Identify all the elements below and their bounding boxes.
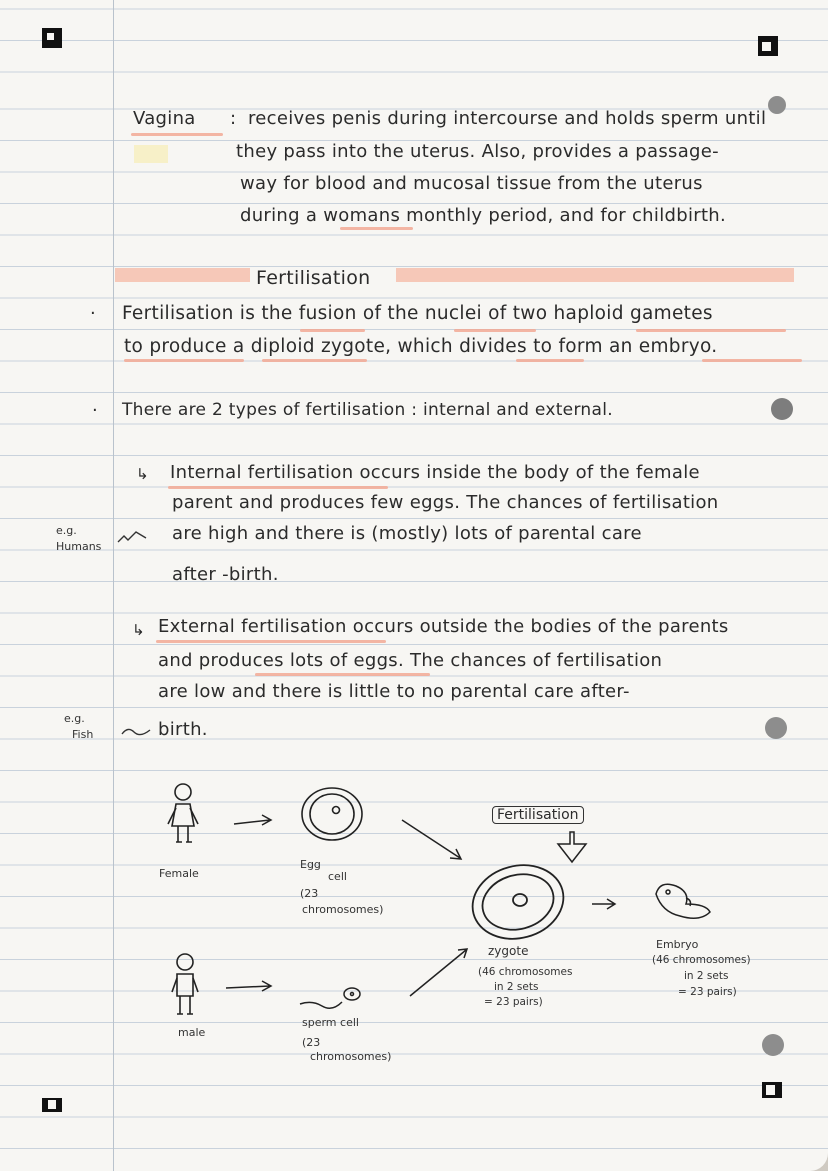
- example-label: Fish: [72, 728, 94, 741]
- embryo-label: in 2 sets: [684, 970, 729, 982]
- zygote-label: zygote: [488, 944, 529, 958]
- fertilisation-diagram: [0, 770, 828, 1100]
- embryo-label: = 23 pairs): [678, 986, 737, 998]
- female-label: Female: [159, 867, 199, 880]
- underline-mark: [516, 359, 584, 362]
- arrow-icon: [592, 899, 615, 909]
- underline-mark: [340, 227, 413, 230]
- zygote-label: in 2 sets: [494, 981, 539, 993]
- corner-marker-icon: [758, 36, 778, 56]
- vagina-line-4: during a womans monthly period, and for childbirth.: [240, 205, 727, 226]
- internal-line-2: parent and produces few eggs. The chances of fertilisation: [172, 492, 719, 513]
- underline-mark: [255, 673, 430, 676]
- underline-mark: [702, 359, 802, 362]
- vagina-colon: :: [230, 108, 237, 129]
- underline-mark: [168, 486, 388, 489]
- squiggle-icon: [116, 528, 150, 548]
- arrow-icon: [234, 815, 271, 825]
- egg-label: Egg: [300, 858, 321, 871]
- highlight-mark: [115, 268, 250, 282]
- types-line: There are 2 types of fertilisation : internal and external.: [122, 400, 613, 420]
- female-figure-icon: [168, 784, 198, 842]
- highlight-mark: [396, 268, 794, 282]
- internal-line-4: after -birth.: [172, 564, 279, 585]
- external-line-3: are low and there is little to no parental care after-: [158, 681, 630, 702]
- embryo-label: Embryo: [656, 938, 699, 951]
- arrow-icon: ↳: [136, 465, 149, 483]
- sperm-label: (23: [302, 1036, 321, 1049]
- underline-mark: [124, 359, 244, 362]
- underline-mark: [636, 329, 786, 332]
- external-line-1: External fertilisation occurs outside the bodies of the parents: [158, 616, 729, 637]
- egg-label: chromosomes): [302, 903, 384, 916]
- zygote-label: = 23 pairs): [484, 996, 543, 1008]
- sperm-label: chromosomes): [310, 1050, 392, 1063]
- punch-hole: [768, 96, 786, 114]
- definition-line-1: Fertilisation is the fusion of the nuclei of two haploid gametes: [122, 303, 713, 324]
- arrow-icon: [402, 820, 461, 859]
- zygote-label: (46 chromosomes: [478, 966, 573, 978]
- highlight-mark: [134, 145, 168, 163]
- underline-mark: [300, 329, 365, 332]
- internal-line-1: Internal fertilisation occurs inside the body of the female: [170, 462, 700, 483]
- underline-mark: [131, 133, 223, 136]
- external-line-2: and produces lots of eggs. The chances of fertilisation: [158, 650, 663, 671]
- zygote-icon: [464, 855, 572, 948]
- example-label: e.g.: [56, 524, 77, 537]
- vagina-line-1: receives penis during intercourse and holds sperm until: [248, 108, 767, 129]
- underline-mark: [454, 329, 536, 332]
- squiggle-icon: [120, 722, 154, 740]
- punch-hole: [771, 398, 793, 420]
- underline-mark: [262, 359, 367, 362]
- corner-marker-icon: [42, 1098, 62, 1112]
- embryo-label: (46 chromosomes): [652, 954, 751, 966]
- sperm-label: sperm cell: [302, 1016, 359, 1029]
- external-line-4: birth.: [158, 719, 208, 740]
- egg-cell-icon: [302, 788, 362, 840]
- bullet-dot: ·: [90, 303, 97, 324]
- egg-label: cell: [328, 870, 347, 883]
- vagina-line-2: they pass into the uterus. Also, provides a passage-: [236, 141, 719, 162]
- down-arrow-icon: [558, 832, 586, 862]
- page-title: Fertilisation: [256, 267, 371, 289]
- egg-label: (23: [300, 887, 319, 900]
- internal-line-3: are high and there is (mostly) lots of parental care: [172, 523, 642, 544]
- embryo-icon: [656, 884, 710, 918]
- male-label: male: [178, 1026, 206, 1039]
- punch-hole: [765, 717, 787, 739]
- corner-marker-icon: [42, 28, 62, 48]
- arrow-icon: [226, 981, 271, 991]
- arrow-icon: ↳: [132, 621, 145, 639]
- example-label: e.g.: [64, 712, 85, 725]
- sperm-cell-icon: [300, 988, 360, 1008]
- vagina-line-3: way for blood and mucosal tissue from the uterus: [240, 173, 703, 194]
- example-label: Humans: [56, 540, 102, 553]
- arrow-icon: [410, 949, 467, 996]
- definition-line-2: to produce a diploid zygote, which divides to form an embryo.: [124, 336, 718, 357]
- fertilisation-box: Fertilisation: [492, 806, 584, 824]
- male-figure-icon: [172, 954, 198, 1014]
- underline-mark: [156, 640, 386, 643]
- bullet-dot: ·: [92, 400, 99, 421]
- vagina-term: Vagina: [133, 108, 196, 129]
